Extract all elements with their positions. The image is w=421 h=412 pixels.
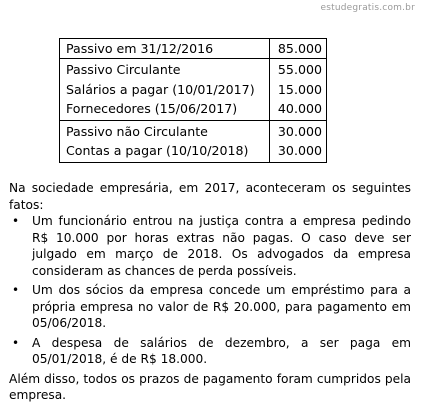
table-cell-value bbox=[270, 59, 327, 121]
row-value: 85.000 bbox=[277, 41, 322, 56]
list-item bbox=[9, 282, 411, 332]
balance-sheet-table bbox=[59, 38, 327, 163]
row-label: Passivo não Circulante bbox=[66, 123, 208, 139]
row-value: 30.000 bbox=[277, 143, 322, 158]
bullet-text: Um dos sócios da empresa concede um empréstimo para a própria empresa no valor de R$ 20.000, para pagamento em 05/06/2018. bbox=[32, 283, 411, 330]
list-item bbox=[9, 213, 411, 279]
intro-paragraph: Na sociedade empresária, em 2017, aconteceram os seguintes fatos: bbox=[9, 181, 411, 212]
watermark: estudegratis.com.br bbox=[320, 3, 415, 13]
row-value: 15.000 bbox=[277, 81, 322, 97]
table-cell-value bbox=[270, 120, 327, 162]
row-label: Passivo em 31/12/2016 bbox=[66, 41, 214, 56]
table-cell-label bbox=[60, 59, 270, 121]
table-row bbox=[60, 120, 327, 162]
table-cell-label bbox=[60, 39, 270, 59]
bullet-text: Um funcionário entrou na justiça contra a empresa pedindo R$ 10.000 por horas extras não pagas. O caso deve ser julgado em março de 2018. Os advogados da empresa consideram as chances de perda possíveis. bbox=[32, 214, 411, 278]
row-label: Salários a pagar (10/01/2017) bbox=[66, 81, 255, 97]
table-cell-value bbox=[270, 39, 327, 59]
bullet-icon: • bbox=[12, 214, 20, 228]
bullet-icon: • bbox=[12, 335, 20, 350]
row-value: 55.000 bbox=[277, 62, 322, 77]
row-label: Fornecedores (15/06/2017) bbox=[66, 101, 238, 116]
question-text bbox=[9, 180, 411, 404]
row-value: 30.000 bbox=[277, 123, 322, 139]
row-label: Passivo Circulante bbox=[66, 62, 181, 77]
closing-paragraph: Além disso, todos os prazos de pagamento foram cumpridos pela empresa. bbox=[9, 371, 411, 402]
row-value: 40.000 bbox=[277, 101, 322, 116]
list-item bbox=[9, 335, 411, 368]
table-row bbox=[60, 39, 327, 59]
table-row bbox=[60, 59, 327, 121]
table-cell-label bbox=[60, 120, 270, 162]
bullet-icon: • bbox=[12, 283, 20, 297]
row-label: Contas a pagar (10/10/2018) bbox=[66, 143, 249, 158]
bullet-text: A despesa de salários de dezembro, a ser paga em 05/01/2018, é de R$ 18.000. bbox=[32, 335, 411, 366]
facts-list bbox=[9, 213, 411, 368]
